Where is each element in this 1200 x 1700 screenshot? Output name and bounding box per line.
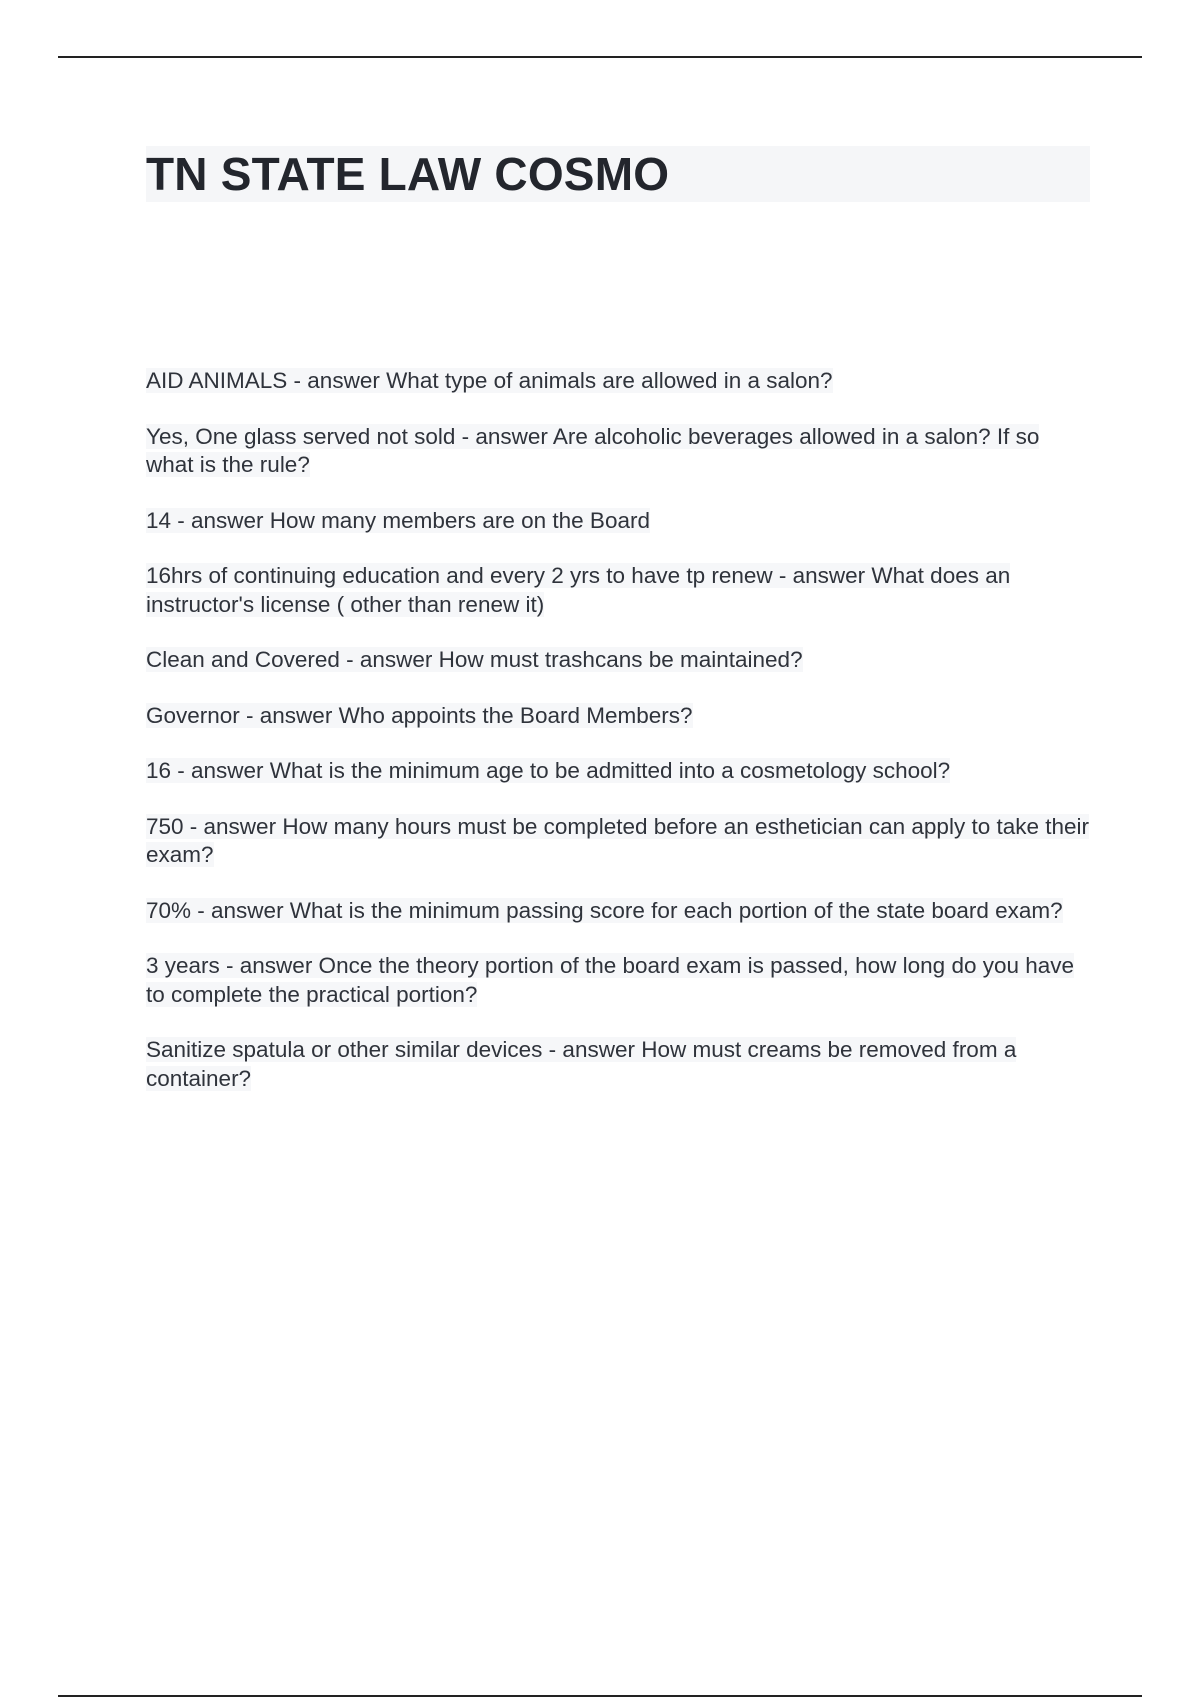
qa-item [146, 757, 1090, 786]
footer-rule [58, 1695, 1142, 1697]
qa-item [146, 423, 1090, 480]
qa-item [146, 646, 1090, 675]
qa-item [146, 813, 1090, 870]
qa-text: Sanitize spatula or other similar devices - answer How must creams be removed from a container? [146, 1037, 1017, 1091]
document-title: TN STATE LAW COSMO [146, 148, 670, 200]
qa-item [146, 952, 1090, 1009]
qa-list [146, 367, 1090, 1120]
qa-text: 70% - answer What is the minimum passing score for each portion of the state board exam? [146, 897, 1063, 923]
qa-item [146, 897, 1090, 926]
header-rule [58, 56, 1142, 58]
qa-text: 16hrs of continuing education and every 2 yrs to have tp renew - answer What does an instructor's license ( other than renew it) [146, 563, 1011, 617]
qa-text: 750 - answer How many hours must be completed before an esthetician can apply to take their exam? [146, 813, 1090, 867]
qa-item [146, 1036, 1090, 1093]
qa-text: Governor - answer Who appoints the Board Members? [146, 702, 693, 728]
qa-text: 14 - answer How many members are on the Board [146, 507, 650, 533]
qa-item [146, 702, 1090, 731]
qa-text: 16 - answer What is the minimum age to be admitted into a cosmetology school? [146, 758, 951, 783]
qa-text: 3 years - answer Once the theory portion of the board exam is passed, how long do you have to complete the practical portion? [146, 953, 1075, 1007]
qa-item [146, 367, 1090, 396]
title-band [146, 146, 1090, 202]
qa-item [146, 562, 1090, 619]
qa-text: Yes, One glass served not sold - answer Are alcoholic beverages allowed in a salon? If so what is the rule? [146, 423, 1040, 477]
qa-text: Clean and Covered - answer How must trashcans be maintained? [146, 647, 803, 672]
qa-text: AID ANIMALS - answer What type of animals are allowed in a salon? [146, 368, 833, 393]
qa-item [146, 507, 1090, 536]
document-body [146, 146, 1090, 1091]
